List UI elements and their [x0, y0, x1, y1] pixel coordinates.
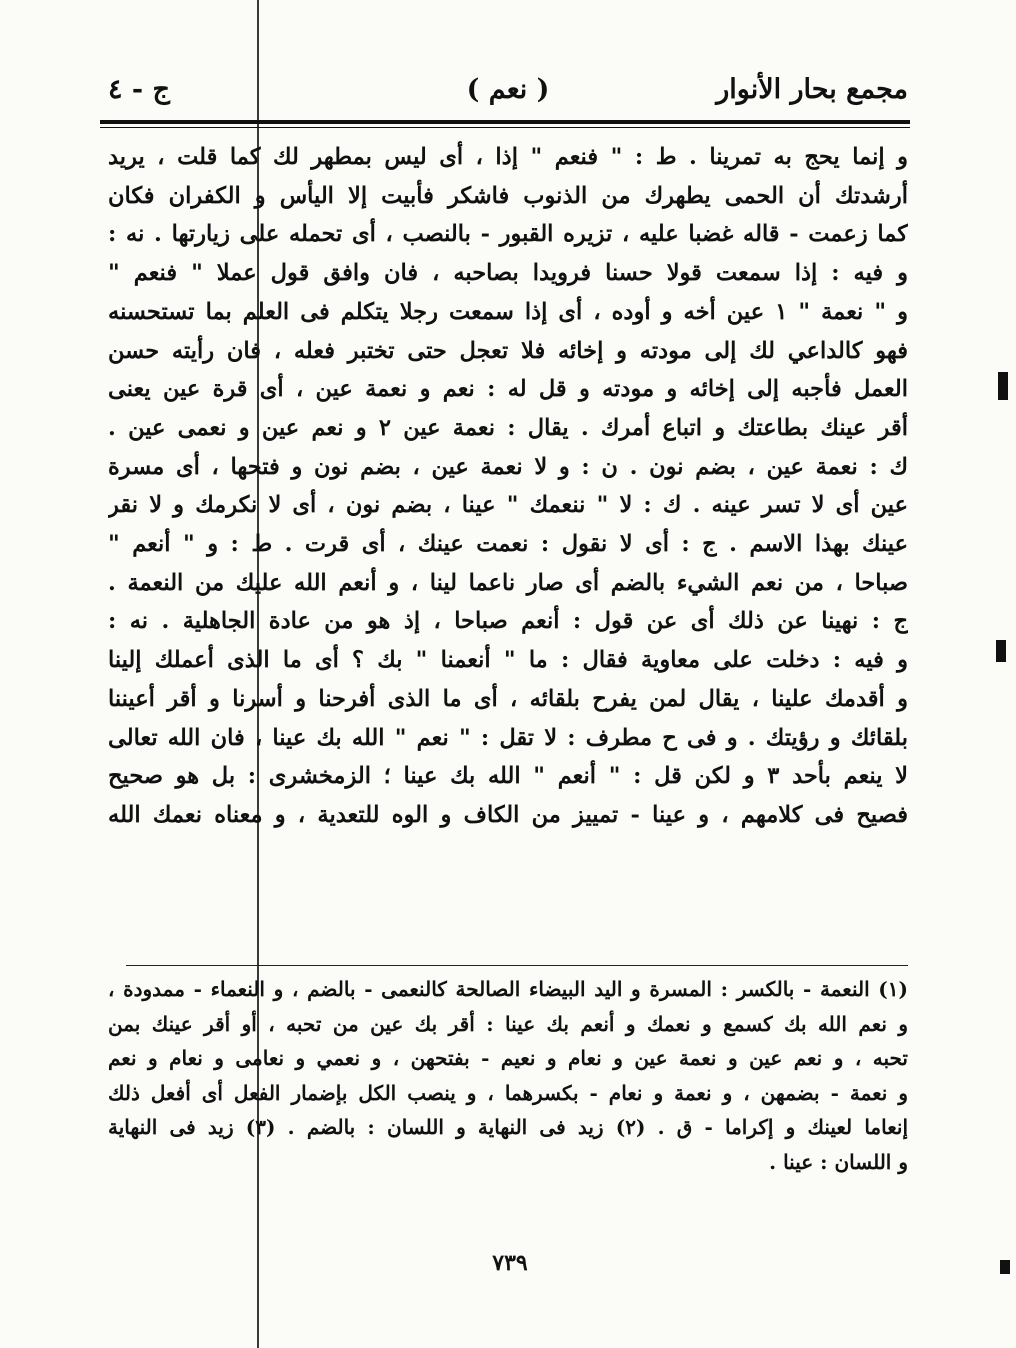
- text-line: و فيه : إذا سمعت قولا حسنا فرويدا بصاحبه ، فان وافق قول عملا " فنعم ": [108, 260, 908, 287]
- book-title: مجمع بحار الأنوار: [716, 74, 908, 105]
- text-line: فهو كالداعي لك إلى مودته و إخائه فلا تعجل حتى تختبر فعله ، فان رأيته حسن: [108, 337, 908, 364]
- text-line: ج : نهينا عن ذلك أى عن قول : أنعم صباحا ، إذ هو من عادة الجاهلية . نه :: [108, 608, 908, 635]
- text-line: صباحا ، من نعم الشيء بالضم أى صار ناعما لينا ، و أنعم الله عليك من النعمة .: [108, 569, 908, 596]
- footnote-separator: [126, 965, 908, 966]
- footnote-line: إنعاما لعينك و إكراما - ق . (٢) زيد فى النهاية و اللسان : بالضم . (٣) زيد فى النهاية: [108, 1115, 908, 1139]
- footnote-line: و نعم الله بك كسمع و نعمك و أنعم بك عينا : أقر بك عين من تحبه ، أو أقر عينك بمن: [108, 1011, 908, 1036]
- header-entry-word: ( نعم ): [466, 74, 550, 105]
- text-line: العمل فأجبه إلى إخائه و مودته و قل له : نعم و نعمة عين ، أى قرة عين يعنى: [108, 376, 908, 403]
- text-line: فصيح فى كلامهم ، و عينا - تمييز من الكاف و الوه للتعدية ، و معناه نعمك الله: [108, 801, 908, 828]
- margin-mark: [996, 640, 1006, 662]
- footnote-line: تحبه ، و نعم عين و نعمة عين و نعام و نعيم - بفتحهن ، و نعمي و نعامى و نعام و نعم: [108, 1046, 908, 1070]
- text-line: أرشدتك أن الحمى يطهرك من الذنوب فاشكر فأبيت إلا اليأس و الكفران فكان: [108, 182, 908, 209]
- text-line: عينك بهذا الاسم . ج : أى لا نقول : نعمت عينك ، أى قرت . ط : و " أنعم ": [108, 531, 908, 557]
- footnote-line: (١) النعمة - بالكسر : المسرة و اليد البيضاء الصالحة كالنعمى - بالضم ، و النعماء - ممدودة ،: [108, 977, 908, 1001]
- text-line: و إنما يحج به تمرينا . ط : " فنعم " إذا ، أى ليس بمطهر لك كما قلت ، يريد: [108, 144, 908, 170]
- text-line: و " نعمة " ١ عين أخه و أوده ، أى إذا سمعت رجلا يتكلم فى العلم بما تستحسنه: [108, 298, 908, 325]
- margin-mark: [1000, 1260, 1010, 1274]
- page-number: ٧٣٩: [492, 1250, 528, 1276]
- text-line: و فيه : دخلت على معاوية فقال : ما " أنعمنا " بك ؟ أى ما الذى أعملك إلينا: [108, 647, 908, 674]
- text-line: بلقائك و رؤيتك . و فى ح مطرف : لا تقل : " نعم " الله بك عينا ، فان الله تعالى: [108, 724, 908, 751]
- text-line: و أقدمك علينا ، يقال لمن يفرح بلقائه ، أى ما الذى أفرحنا و أسرنا و أقر أعيننا: [108, 685, 908, 712]
- volume-label: ج - ٤: [108, 74, 170, 105]
- text-line: كما زعمت - قاله غضبا عليه ، تزيره القبور - بالنصب ، أى تحمله على زيارتها . نه :: [108, 221, 908, 248]
- text-line: لا ينعم بأحد ٣ و لكن قل : " أنعم " الله بك عينا ؛ الزمخشرى : بل هو صحيح: [108, 763, 908, 790]
- text-line: ك : نعمة عين ، بضم نون . ن : و لا نعمة عين ، بضم نون و فتحها ، أى مسرة: [108, 453, 908, 480]
- header-rule-thick: [100, 120, 910, 124]
- text-line: أقر عينك بطاعتك و اتباع أمرك . يقال : نعمة عين ٢ و نعم عين و نعمى عين .: [108, 414, 908, 441]
- footnote-line: و اللسان : عينا .: [769, 1149, 908, 1174]
- running-header: [108, 68, 908, 118]
- margin-mark: [998, 372, 1008, 400]
- text-line: عين أى لا تسر عينه . ك : لا " ننعمك " عينا ، بضم نون ، أى لا نكرمك و لا نقر: [108, 492, 908, 519]
- header-rule-thin: [100, 127, 910, 128]
- footnote-line: و نعمة - بضمهن ، و نعمة و نعام - بكسرهما ، و ينصب الكل بإضمار الفعل أى أفعل ذلك: [108, 1080, 908, 1105]
